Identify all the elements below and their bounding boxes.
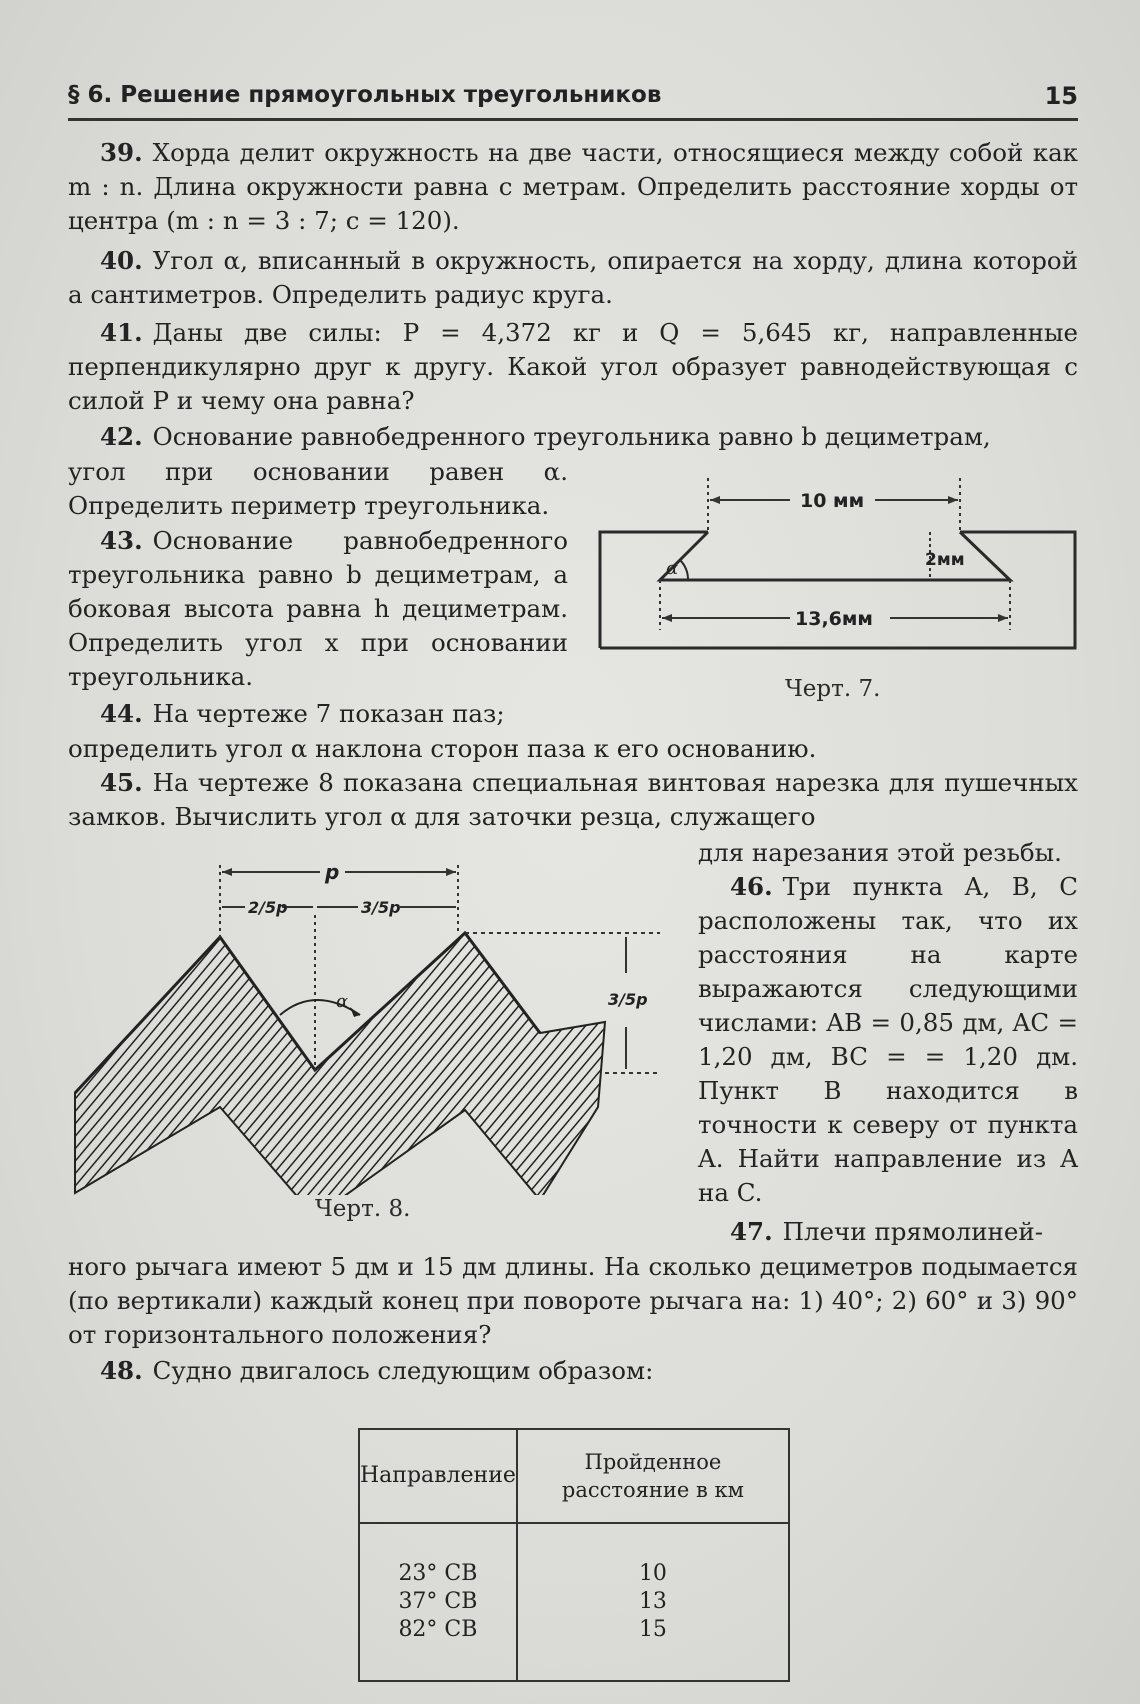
angle-arc	[680, 560, 688, 580]
problem-number: 44.	[100, 699, 143, 728]
column-header-distance: Пройденное расстояние в км	[517, 1429, 789, 1523]
page-header	[68, 78, 1078, 121]
direction-cell: 82° СВ	[359, 1616, 517, 1681]
problem-44-rest: определить угол α наклона сторон паза к его основанию.	[68, 734, 817, 763]
thread-profile	[75, 933, 605, 1195]
depth-label: 2мм	[925, 550, 965, 570]
problem-text: Даны две силы: P = 4,372 кг и Q = 5,645 кг, направленные перпендикулярно друг к другу. Какой угол образует равнодействующая с силой P и чему она равна?	[68, 318, 1078, 415]
problem-text: Плечи прямолиней-	[782, 1217, 1043, 1246]
column-header-direction: Направление	[359, 1429, 517, 1523]
three-fifths-p-label: 3/5p	[361, 898, 401, 917]
pitch-label: p	[325, 860, 340, 884]
problem-number: 43.	[100, 526, 143, 555]
problem-44-line1	[68, 697, 668, 731]
problem-number: 45.	[100, 768, 143, 797]
figure-8-thread-drawing	[70, 855, 660, 1195]
problem-text: Угол α, вписанный в окружность, опирается на хорду, длина которой a сантиметров. Определить радиус круга.	[68, 246, 1078, 309]
arrowhead	[350, 1007, 360, 1017]
problem-number: 40.	[100, 246, 143, 275]
problem-46	[698, 870, 1078, 1210]
figure-8-caption: Черт. 8.	[315, 1196, 411, 1222]
problem-42-line1	[68, 420, 1078, 454]
problem-text: Судно двигалось следующим образом:	[152, 1356, 654, 1385]
problem-47-rest: ного рычага имеют 5 дм и 15 дм длины. На сколько дециметров подымается (по вертикали) каждый конец при повороте рычага на: 1) 40°; 2) 60° и 3) 90° от горизонтального положения?	[68, 1252, 1078, 1349]
distance-cell: 10	[517, 1523, 789, 1588]
problem-42-rest: угол при основании равен α. Определить периметр треугольника.	[68, 457, 568, 520]
arrowhead	[998, 614, 1008, 622]
two-fifths-p-label: 2/5p	[248, 898, 288, 917]
problem-number: 42.	[100, 422, 143, 451]
problem-number: 39.	[100, 138, 143, 167]
problem-number: 46.	[730, 872, 773, 901]
problem-45-rest: для нарезания этой резьбы.	[698, 838, 1062, 867]
direction-cell: 37° СВ	[359, 1588, 517, 1616]
angle-label: α	[336, 991, 349, 1012]
problem-41	[68, 316, 1078, 418]
angle-label: α	[666, 558, 679, 579]
table-header-row	[359, 1429, 789, 1523]
voyage-table	[358, 1428, 790, 1682]
page-number: 15	[1044, 82, 1078, 110]
problem-45	[68, 766, 1078, 834]
arrowhead	[710, 496, 720, 504]
arrowhead	[222, 868, 232, 876]
distance-cell: 15	[517, 1616, 789, 1681]
bottom-width-label: 13,6мм	[795, 608, 873, 630]
problem-43	[68, 524, 568, 694]
section-title: § 6. Решение прямоугольных треугольников	[68, 82, 662, 108]
direction-cell: 23° СВ	[359, 1523, 517, 1588]
problem-number: 47.	[730, 1217, 773, 1246]
table-row	[359, 1616, 789, 1681]
problem-text: На чертеже 7 показан паз;	[152, 699, 505, 728]
height-label: 3/5p	[608, 990, 648, 1009]
problem-47-line1	[698, 1215, 1078, 1249]
distance-cell: 13	[517, 1588, 789, 1616]
problem-text: Основание равнобедренного треугольника равно b дециметрам,	[152, 422, 991, 451]
arrowhead	[446, 868, 456, 876]
problem-text: На чертеже 8 показана специальная винтовая нарезка для пушечных замков. Вычислить угол α для заточки резца, служащего	[68, 768, 1078, 831]
problem-40	[68, 244, 1078, 312]
problem-39	[68, 136, 1078, 238]
problem-text: Три пункта A, B, C расположены так, что их расстояния на карте выражаются следующими числами: AB = 0,85 дм, AC = 1,20 дм, BC = = 1,20 дм. Пункт B находится в точности к северу от пункта A. Найти направление из A на C.	[698, 872, 1078, 1207]
top-width-label: 10 мм	[800, 490, 865, 512]
table-row	[359, 1588, 789, 1616]
groove-block-outline	[600, 532, 1075, 648]
problem-48	[68, 1354, 1078, 1388]
table-row	[359, 1523, 789, 1588]
arrowhead	[948, 496, 958, 504]
arrowhead	[662, 614, 672, 622]
problem-text: Хорда делит окружность на две части, относящиеся между собой как m : n. Длина окружности равна c метрам. Определить расстояние хорды от центра (m : n = 3 : 7; c = 120).	[68, 138, 1078, 235]
figure-7-caption: Черт. 7.	[785, 676, 881, 702]
figure-7-groove-drawing	[590, 470, 1080, 680]
problem-number: 41.	[100, 318, 143, 347]
problem-text: Основание равнобедренного треугольника равно b дециметрам, а боковая высота равна h дециметрам. Определить угол x при основании треугольника.	[68, 526, 568, 691]
problem-number: 48.	[100, 1356, 143, 1385]
